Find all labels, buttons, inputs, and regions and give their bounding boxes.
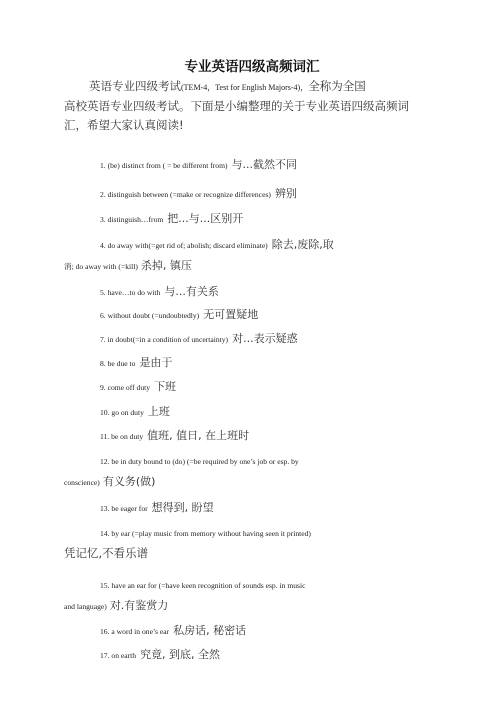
vocab-item-14: 14. by ear (=play music from memory without having seen it printed) — [100, 529, 311, 538]
intro-line-3: 汇，希望大家认真阅读! — [64, 118, 184, 132]
vocab-item-1: 1. (be) distinct from ( = be different from) 与...截然不同 — [100, 158, 297, 171]
vocab-item-13: 13. be eager for 想得到, 盼望 — [100, 501, 214, 514]
vocab-item-15-continuation: and language) 对.有鉴赏力 — [64, 599, 169, 612]
vocab-item-5: 5. have…to do with 与...有关系 — [100, 285, 219, 298]
vocab-item-12-continuation: conscience) 有义务(做) — [64, 475, 156, 488]
vocab-item-11: 11. be on duty 值班, 值日, 在上班时 — [100, 429, 250, 442]
intro-line-1: 英语专业四级考试(TEM-4，Test for English Majors-4)，全称为全国 — [89, 79, 366, 93]
vocab-item-10: 10. go on duty 上班 — [100, 405, 170, 418]
vocab-item-7: 7. in doubt(=in a condition of uncertainty) 对...表示疑惑 — [100, 332, 298, 345]
vocab-item-8: 8. be due to 是由于 — [100, 356, 173, 369]
intro-paragraph — [64, 77, 448, 135]
vocab-item-12: 12. be in duty bound to (do) (=be required by one’s job or esp. by — [100, 457, 299, 466]
vocab-item-2: 2. distinguish between (=make or recognize differences) 辨别 — [100, 187, 297, 200]
vocab-item-15: 15. have an ear for (=have keen recognition of sounds esp. in music — [100, 581, 306, 590]
vocab-item-3: 3. distinguish…from 把...与...区别开 — [100, 212, 244, 225]
vocab-item-4-continuation: 消; do away with (=kill) 杀掉, 镇压 — [64, 259, 192, 272]
vocab-item-16: 16. a word in one’s ear 私房话, 秘密话 — [100, 624, 247, 637]
vocab-item-14-continuation: 凭记忆,不看乐谱 — [64, 546, 149, 560]
document-title: 专业英语四级高频词汇 — [184, 59, 320, 75]
vocab-item-4: 4. do away with(=get rid of; abolish; discard eliminate) 除去,废除,取 — [100, 238, 334, 251]
intro-line-2: 高校英语专业四级考试。下面是小编整理的关于专业英语四级高频词 — [64, 99, 409, 113]
vocab-item-17: 17. on earth 究竟, 到底, 全然 — [100, 648, 221, 661]
vocab-item-6: 6. without doubt (=undoubtedly) 无可置疑地 — [100, 308, 259, 321]
vocab-item-9: 9. come off duty 下班 — [100, 380, 177, 393]
